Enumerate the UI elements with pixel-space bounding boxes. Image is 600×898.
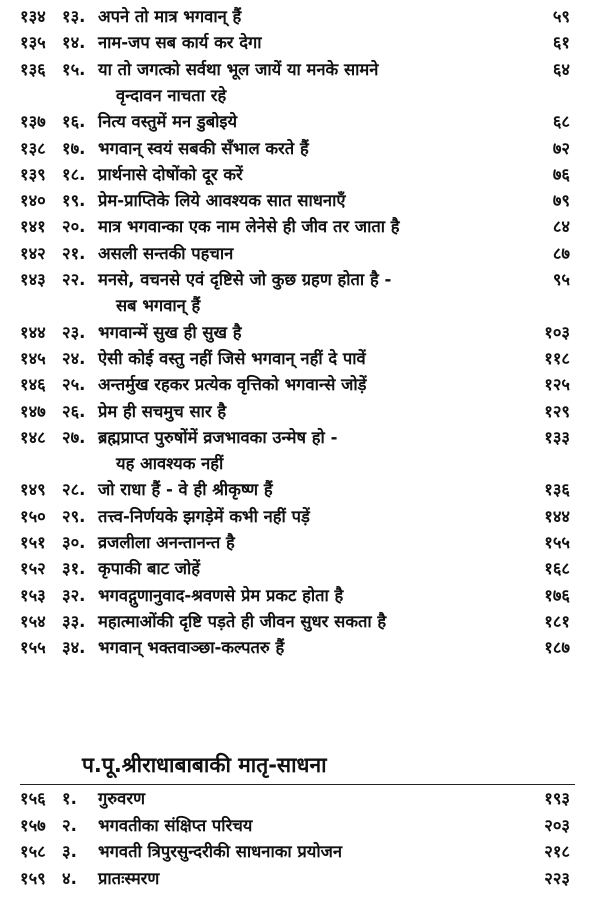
entry-title: नाम-जप सब कार्य कर देगा — [98, 33, 262, 53]
entry-chapter-number: ३३. — [62, 611, 86, 631]
entry-serial-number: १५६ — [20, 789, 46, 808]
entry-chapter-number: २. — [62, 815, 77, 835]
toc-entry — [0, 399, 600, 425]
entry-serial-number: १४६ — [20, 375, 46, 395]
toc-entry — [0, 425, 600, 478]
entry-title-continuation: सब भगवान् हैं — [116, 296, 201, 316]
section-heading: प.पू.श्रीराधाबाबाकी मातृ-साधना — [82, 753, 327, 777]
entry-serial-number: १४१ — [20, 217, 46, 237]
entry-page-number: ६४ — [552, 59, 570, 79]
entry-page-number: ५९ — [552, 7, 570, 26]
toc-entry — [0, 30, 600, 56]
entry-serial-number: १४७ — [20, 401, 46, 421]
entry-title: भगवतीका संक्षिप्त परिचय — [98, 815, 253, 835]
entry-serial-number: १५१ — [20, 533, 46, 552]
entry-page-number: १८१ — [544, 611, 570, 631]
entry-page-number: ७२ — [552, 138, 570, 158]
toc-entry — [0, 162, 600, 188]
toc-entry — [0, 372, 600, 398]
toc-entry — [0, 136, 600, 162]
entry-chapter-number: १८. — [62, 164, 86, 184]
entry-page-number: १९३ — [544, 789, 570, 808]
entry-serial-number: १५३ — [20, 585, 46, 605]
entry-chapter-number: ३१. — [62, 559, 86, 579]
entry-serial-number: १४९ — [20, 480, 46, 500]
entry-title: व्रजलीला अनन्तानन्त है — [98, 533, 235, 552]
entry-title: ब्रह्मप्राप्त पुरुषोंमें व्रजभावका उन्मेष हो - — [98, 427, 338, 447]
entry-serial-number: १३८ — [20, 138, 46, 158]
entry-serial-number: १५५ — [20, 638, 46, 658]
entry-chapter-number: ४. — [62, 868, 77, 888]
entry-serial-number: १५९ — [20, 868, 46, 888]
entry-page-number: ८४ — [552, 217, 570, 237]
entry-chapter-number: १६. — [62, 112, 86, 132]
entry-page-number: ६१ — [552, 33, 570, 53]
entry-page-number: १८७ — [544, 638, 570, 658]
toc-entry — [0, 109, 600, 135]
entry-chapter-number: ३४. — [62, 638, 86, 658]
entry-title-continuation: वृन्दावन नाचता रहे — [116, 85, 227, 105]
entry-serial-number: १३९ — [20, 164, 46, 184]
toc-entry — [0, 866, 600, 893]
entry-serial-number: १३४ — [20, 7, 46, 26]
entry-title: भगवान् भक्तवाञ्छा-कल्पतरु हैं — [98, 638, 285, 658]
entry-title: कृपाकी बाट जोहें — [98, 559, 201, 579]
entry-page-number: १२५ — [544, 375, 570, 395]
entry-title: भगवती त्रिपुरसुन्दरीकी साधनाका प्रयोजन — [98, 842, 343, 861]
toc-entry — [0, 267, 600, 320]
entry-title: भगवद्गुणानुवाद-श्रवणसे प्रेम प्रकट होता है — [98, 585, 344, 605]
entry-title: महात्माओंकी दृष्टि पड़ते ही जीवन सुधर सकता है — [98, 611, 387, 631]
entry-chapter-number: २६. — [62, 401, 86, 421]
entry-title: असली सन्तकी पहचान — [98, 243, 234, 263]
entry-serial-number: १५८ — [20, 842, 46, 861]
entry-title: अन्तर्मुख रहकर प्रत्येक वृत्तिको भगवान्से जोड़ें — [98, 375, 367, 395]
entry-title: भगवान् स्वयं सबकी सँभाल करते हैं — [98, 138, 309, 158]
entry-page-number: १३६ — [544, 480, 570, 500]
entry-chapter-number: २३. — [62, 322, 86, 342]
entry-page-number: १७६ — [544, 585, 570, 605]
entry-chapter-number: १३. — [62, 7, 86, 26]
entry-page-number: २१८ — [544, 842, 570, 861]
entry-serial-number: १४३ — [20, 270, 46, 289]
toc-entry — [0, 477, 600, 503]
entry-title: अपने तो मात्र भगवान् हैं — [98, 7, 242, 26]
entry-title: मात्र भगवान्का एक नाम लेनेसे ही जीव तर जाता है — [98, 217, 400, 237]
toc-entry — [0, 786, 600, 813]
entry-title: प्रातःस्मरण — [98, 868, 160, 888]
toc-entry — [0, 214, 600, 240]
entry-chapter-number: २८. — [62, 480, 86, 500]
entry-serial-number: १५० — [20, 506, 46, 526]
toc-entry — [0, 320, 600, 346]
entry-serial-number: १४५ — [20, 348, 46, 368]
entry-serial-number: १५७ — [20, 815, 46, 835]
entry-page-number: ११८ — [544, 348, 570, 368]
entry-page-number: २०३ — [544, 815, 570, 835]
toc-entry — [0, 609, 600, 635]
entry-page-number: १३३ — [544, 427, 570, 447]
entry-page-number: ८७ — [552, 243, 570, 263]
entry-title: ऐसी कोई वस्तु नहीं जिसे भगवान् नहीं दे पावें — [98, 348, 366, 368]
entry-chapter-number: १. — [62, 789, 77, 808]
entry-page-number: ६८ — [552, 112, 570, 132]
entry-serial-number: १५२ — [20, 559, 46, 579]
entry-page-number: १५५ — [544, 533, 570, 552]
entry-chapter-number: १४. — [62, 33, 86, 53]
entry-title: तत्त्व-निर्णयके झगड़ेमें कभी नहीं पड़ें — [98, 506, 310, 526]
entry-page-number: १०३ — [544, 322, 570, 342]
toc-entry — [0, 530, 600, 556]
entry-serial-number: १४४ — [20, 322, 46, 342]
entry-page-number: ७६ — [552, 164, 570, 184]
entry-chapter-number: २९. — [62, 506, 86, 526]
entry-chapter-number: १७. — [62, 138, 86, 158]
entry-title: नित्य वस्तुमें मन डुबोइये — [98, 112, 238, 132]
entry-title: मनसे, वचनसे एवं दृष्टिसे जो कुछ ग्रहण होता है - — [98, 270, 392, 289]
entry-title: जो राधा हैं - वे ही श्रीकृष्ण हैं — [98, 480, 273, 500]
entry-page-number: १४४ — [544, 506, 570, 526]
toc-entry — [0, 4, 600, 30]
entry-title: प्रेम-प्राप्तिके लिये आवश्यक सात साधनाएँ — [98, 191, 346, 211]
entry-page-number: ९५ — [552, 270, 570, 289]
entry-page-number: १२९ — [544, 401, 570, 421]
entry-chapter-number: २१. — [62, 243, 86, 263]
entry-chapter-number: ३. — [62, 842, 77, 861]
entry-page-number: १६८ — [544, 559, 570, 579]
entry-serial-number: १३७ — [20, 112, 46, 132]
entry-page-number: २२३ — [544, 868, 570, 888]
toc-entry — [0, 635, 600, 661]
entry-title: प्रार्थनासे दोषोंको दूर करें — [98, 164, 243, 184]
entry-chapter-number: २२. — [62, 270, 86, 289]
entry-chapter-number: ३२. — [62, 585, 86, 605]
entry-chapter-number: १९. — [62, 191, 86, 211]
toc-entry — [0, 504, 600, 530]
entry-title-continuation: यह आवश्यक नहीं — [116, 454, 224, 474]
toc-entry — [0, 556, 600, 582]
entry-serial-number: १४२ — [20, 243, 46, 263]
entry-serial-number: १३५ — [20, 33, 46, 53]
entry-chapter-number: ३०. — [62, 533, 86, 552]
entry-serial-number: १४८ — [20, 427, 46, 447]
entry-title: भगवान्में सुख ही सुख है — [98, 322, 242, 342]
toc-entry — [0, 188, 600, 214]
entry-chapter-number: २०. — [62, 217, 86, 237]
toc-entry — [0, 813, 600, 840]
toc-entry — [0, 57, 600, 110]
entry-serial-number: १५४ — [20, 611, 46, 631]
heading-rule — [20, 784, 575, 785]
entry-chapter-number: २७. — [62, 427, 86, 447]
entry-title: गुरुवरण — [98, 789, 146, 808]
entry-serial-number: १४० — [20, 191, 46, 211]
entry-chapter-number: २५. — [62, 375, 86, 395]
toc-entry — [0, 583, 600, 609]
toc-entry — [0, 346, 600, 372]
entry-chapter-number: १५. — [62, 59, 86, 79]
entry-page-number: ७९ — [552, 191, 570, 211]
toc-entry — [0, 839, 600, 866]
toc-entry — [0, 241, 600, 267]
entry-chapter-number: २४. — [62, 348, 86, 368]
entry-title: प्रेम ही सचमुच सार है — [98, 401, 227, 421]
entry-serial-number: १३६ — [20, 59, 46, 79]
entry-title: या तो जगत्को सर्वथा भूल जायें या मनके सामने — [98, 59, 379, 79]
